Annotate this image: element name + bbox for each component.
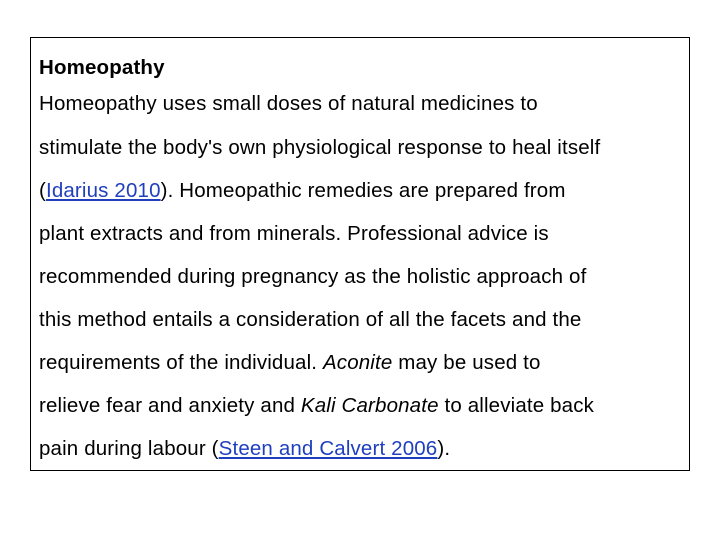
text-line-3 [39, 169, 689, 212]
text-line-5: recommended during pregnancy as the holistic approach of [39, 265, 587, 288]
text-segment: relieve fear and anxiety and [39, 394, 301, 417]
text-line-2: stimulate the body's own physiological response to heal itself [39, 136, 601, 159]
text-segment: ). [437, 437, 451, 460]
citation-link-idarius[interactable]: Idarius 2010 [45, 179, 161, 202]
citation-link-steen-calvert[interactable]: Steen and Calvert 2006 [218, 437, 438, 460]
italic-remedy-aconite: Aconite [322, 351, 393, 374]
text-segment: to alleviate back [438, 394, 595, 417]
text-segment: ( [39, 179, 46, 202]
text-line-7 [39, 341, 689, 384]
text-line-1: Homeopathy uses small doses of natural medicines to [39, 92, 538, 115]
italic-remedy-kali-carbonate: Kali Carbonate [300, 394, 439, 417]
text-line-8 [39, 384, 689, 427]
text-line-4: plant extracts and from minerals. Professional advice is [39, 222, 549, 245]
text-segment: pain during labour ( [39, 437, 219, 460]
text-segment: requirements of the individual. [39, 351, 323, 374]
text-segment: may be used to [392, 351, 541, 374]
text-line-6: this method entails a consideration of all the facets and the [39, 308, 582, 331]
text-segment: ). Homeopathic remedies are prepared from [160, 179, 566, 202]
text-box [30, 37, 690, 471]
document-title: Homeopathy [39, 56, 165, 79]
text-line-9 [39, 427, 689, 470]
